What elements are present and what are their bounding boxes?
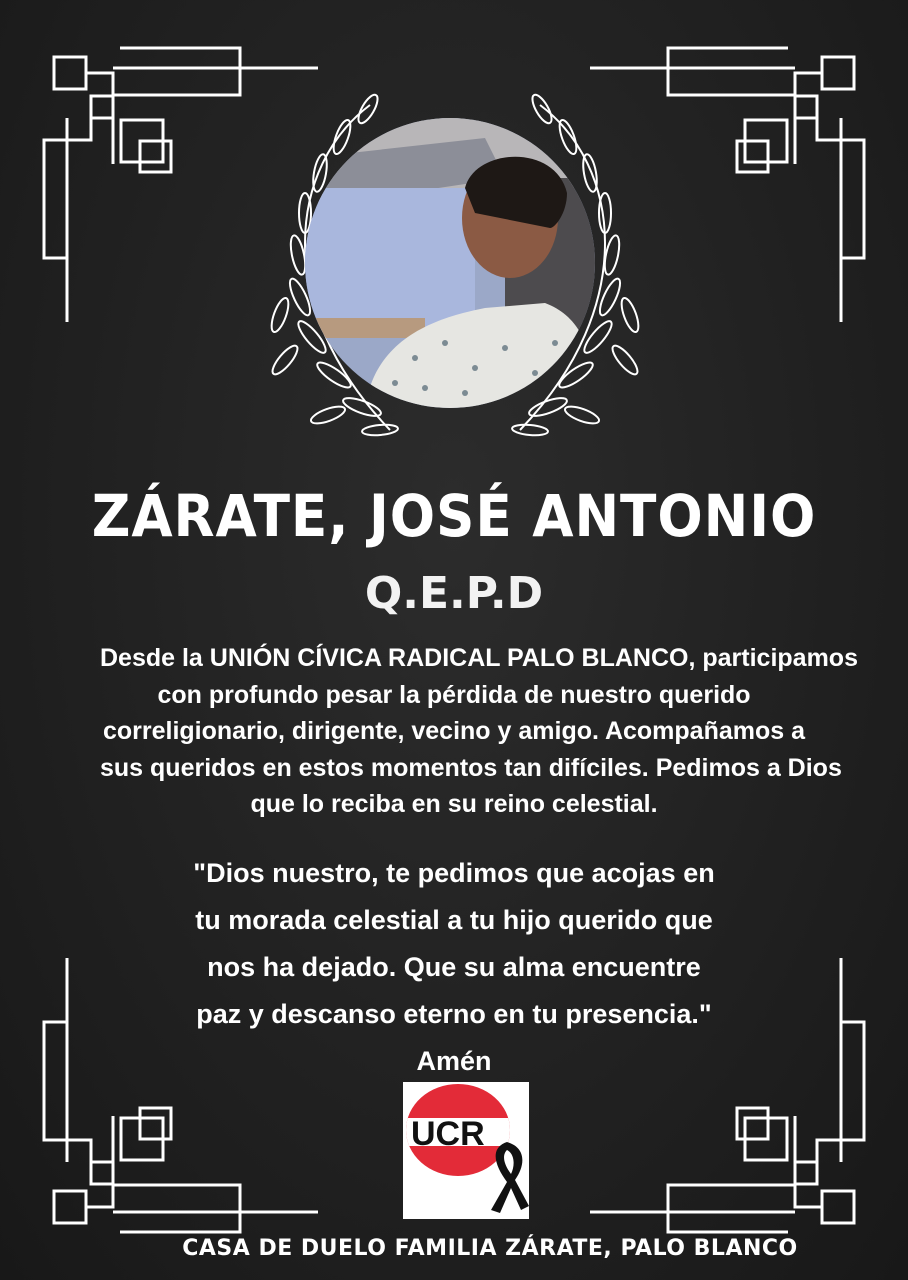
prayer-line: nos ha dejado. Que su alma encuentre [207,952,701,982]
message-line: con profundo pesar la pérdida de nuestro querido [157,680,751,709]
rip-abbreviation: Q.E.P.D [364,568,544,619]
prayer-amen: Amén [416,1046,492,1076]
prayer-text [150,850,758,1085]
footer-wake-location: CASA DE DUELO FAMILIA ZÁRATE, PALO BLANCO [182,1236,798,1261]
portrait-photo [305,118,595,408]
message-line: que lo reciba en su reino celestial. [250,790,658,818]
message-line: correligionario, dirigente, vecino y amigo. Acompañamos a [102,717,806,745]
condolence-message [100,640,858,823]
message-line: sus queridos en estos momentos tan difíciles. Pedimos a Dios [100,753,842,782]
mourning-ribbon-icon [491,1142,529,1213]
prayer-line: "Dios nuestro, te pedimos que acojas en [193,858,715,888]
prayer-line: paz y descanso eterno en tu presencia." [196,999,712,1029]
ucr-logo [403,1082,529,1219]
deceased-name: ZÁRATE, JOSÉ ANTONIO [91,482,817,550]
ucr-logo-text: UCR [411,1115,485,1153]
prayer-line: tu morada celestial a tu hijo querido que [195,905,713,935]
message-line: Desde la UNIÓN CÍVICA RADICAL PALO BLANCO, participamos [100,644,858,672]
